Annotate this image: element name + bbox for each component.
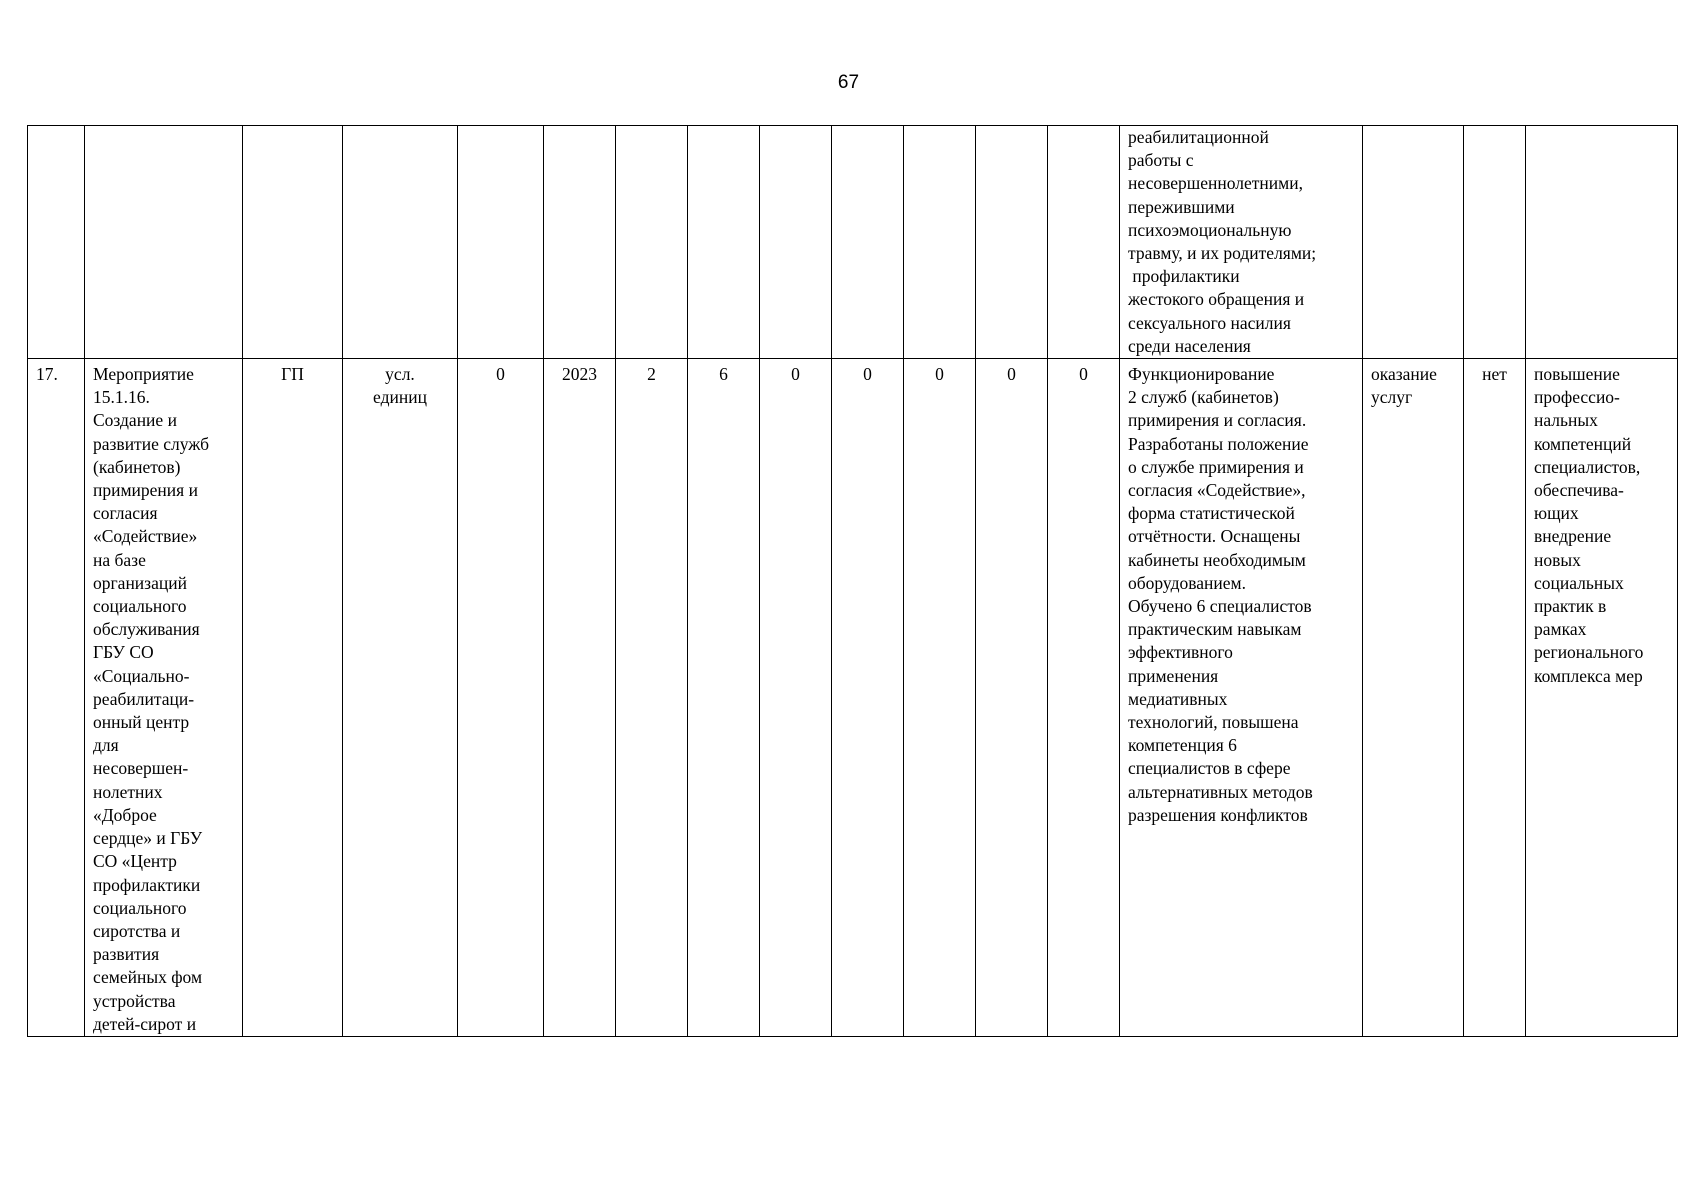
text-line: эффективного (1128, 642, 1233, 663)
text-line: сердце» и ГБУ (93, 828, 203, 849)
text-line: разрешения конфликтов (1128, 804, 1308, 825)
text-line: для (93, 735, 119, 756)
text-line: компетенций (1534, 433, 1632, 454)
text-line: развития (93, 944, 160, 965)
text-line: психоэмоциональную (1128, 219, 1292, 240)
text-line: несовершен- (93, 758, 189, 779)
program-cell: ГП (243, 359, 343, 1037)
value-cell: 0 (760, 359, 832, 1037)
continued-row (28, 126, 1678, 359)
text-line: «Социально- (93, 665, 190, 686)
text-line: профилактики (1128, 266, 1240, 287)
text-line: единиц (373, 387, 427, 408)
type-cell (1363, 359, 1464, 1037)
text-line: технологий, повышена (1128, 712, 1299, 733)
text-line: новых (1534, 549, 1581, 570)
text-line: Функционирование (1128, 364, 1275, 385)
text-line: отчётности. Оснащены (1128, 526, 1301, 547)
cell-empty (85, 126, 243, 359)
cell-empty (1048, 126, 1120, 359)
value-cell: 0 (904, 359, 976, 1037)
text-line: медиативных (1128, 688, 1228, 709)
text-line: на базе (93, 549, 146, 570)
text-line: обеспечива- (1534, 480, 1624, 501)
text-line: повышение (1534, 364, 1620, 385)
text-line: нальных (1534, 410, 1598, 431)
result-cell (1120, 359, 1363, 1037)
text-line: кабинеты необходимым (1128, 549, 1306, 570)
text-line: среди населения (1128, 335, 1251, 356)
text-line: травму, и их родителями; (1128, 243, 1317, 264)
text-line: развитие служб (93, 433, 209, 454)
value-cell: 0 (832, 359, 904, 1037)
text-line: форма статистической (1128, 503, 1295, 524)
row-number: 17. (28, 359, 85, 1037)
value-cell: 2 (616, 359, 688, 1037)
text-line: альтернативных методов (1128, 781, 1313, 802)
text-line: согласия «Содействие», (1128, 480, 1306, 501)
text-line: комплекса мер (1534, 665, 1643, 686)
text-line: рамках (1534, 619, 1587, 640)
measures-table (27, 125, 1678, 1037)
cell-empty (1464, 126, 1526, 359)
text-line: внедрение (1534, 526, 1612, 547)
text-line: согласия (93, 503, 158, 524)
continued-result-cell (1120, 126, 1363, 359)
page-number: 67 (837, 72, 860, 93)
text-line: оказание (1371, 364, 1437, 385)
text-line: ГБУ СО (93, 642, 154, 663)
value-cell: 0 (976, 359, 1048, 1037)
effect-cell (1526, 359, 1678, 1037)
text-line: ющих (1534, 503, 1579, 524)
text-line: примирения и (93, 480, 198, 501)
text-line: специалистов в сфере (1128, 758, 1291, 779)
text-line: практическим навыкам (1128, 619, 1302, 640)
text-line: реабилитационной (1128, 127, 1269, 147)
text-line: онный центр (93, 712, 190, 733)
text-line: СО «Центр (93, 851, 177, 872)
text-line: реабилитаци- (93, 688, 195, 709)
text-line: усл. (385, 364, 415, 385)
cell-empty (544, 126, 616, 359)
cell-empty (1363, 126, 1464, 359)
text-line: профилактики (93, 874, 201, 895)
text-line: несовершеннолетними, (1128, 173, 1303, 194)
text-line: Создание и (93, 410, 177, 431)
text-line: применения (1128, 665, 1219, 686)
cell-empty (904, 126, 976, 359)
text-line: семейных фом (93, 967, 203, 988)
text-line: «Содействие» (93, 526, 198, 547)
text-line: 2 служб (кабинетов) (1128, 387, 1279, 408)
text-line: сиротства и (93, 920, 181, 941)
unit-cell (343, 359, 458, 1037)
text-line: социальных (1534, 572, 1624, 593)
text-line: работы с (1128, 150, 1194, 171)
cell-empty (688, 126, 760, 359)
base-value-cell: 0 (458, 359, 544, 1037)
text-line: 15.1.16. (93, 387, 150, 408)
text-line: детей-сирот и (93, 1013, 197, 1034)
text-line: услуг (1371, 387, 1413, 408)
text-line: пережившими (1128, 196, 1235, 217)
cell-empty (832, 126, 904, 359)
text-line: социального (93, 897, 187, 918)
text-line: компетенция 6 (1128, 735, 1237, 756)
text-line: сексуального насилия (1128, 312, 1291, 333)
text-line: социального (93, 596, 187, 617)
flag-cell: нет (1464, 359, 1526, 1037)
text-line: Мероприятие (93, 364, 194, 385)
text-line: (кабинетов) (93, 456, 181, 477)
text-line: организаций (93, 572, 187, 593)
cell-empty (760, 126, 832, 359)
measure-name-cell (85, 359, 243, 1037)
text-line: о службе примирения и (1128, 456, 1304, 477)
text-line: профессио- (1534, 387, 1620, 408)
value-cell: 6 (688, 359, 760, 1037)
text-line: Обучено 6 специалистов (1128, 596, 1312, 617)
text-line: практик в (1534, 596, 1607, 617)
table-row-17 (28, 359, 1678, 1037)
cell-empty (243, 126, 343, 359)
cell-empty (343, 126, 458, 359)
text-line: «Доброе (93, 804, 157, 825)
text-line: жестокого обращения и (1128, 289, 1305, 310)
text-line: обслуживания (93, 619, 200, 640)
cell-empty (976, 126, 1048, 359)
text-line: оборудованием. (1128, 572, 1246, 593)
cell-empty (616, 126, 688, 359)
text-line: специалистов, (1534, 456, 1641, 477)
text-line: устройства (93, 990, 176, 1011)
cell-empty (1526, 126, 1678, 359)
text-line: примирения и согласия. (1128, 410, 1307, 431)
text-line: регионального (1534, 642, 1644, 663)
cell-empty (458, 126, 544, 359)
cell-empty (28, 126, 85, 359)
year-cell: 2023 (544, 359, 616, 1037)
text-line: Разработаны положение (1128, 433, 1309, 454)
text-line: нолетних (93, 781, 163, 802)
value-cell: 0 (1048, 359, 1120, 1037)
